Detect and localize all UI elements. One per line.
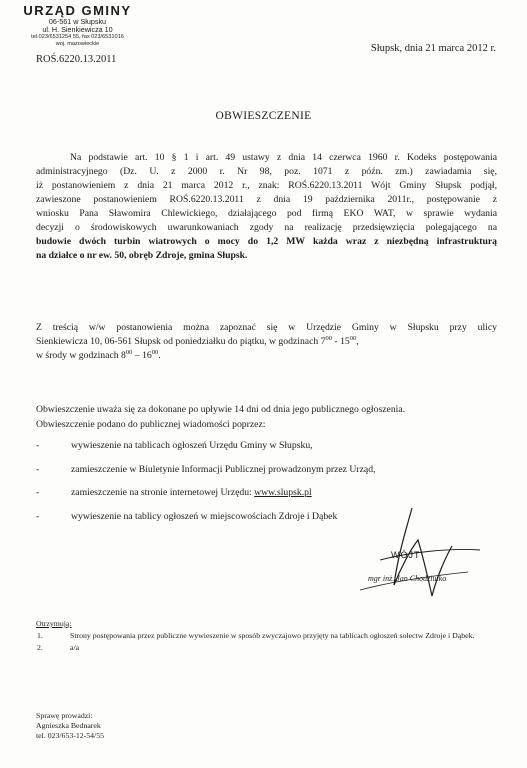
stamp-phone-line: tel.023/6531254 55, fax 023/6531016 (31, 34, 124, 41)
office-hours-wednesday: w środy w godzinach $8^{00} - 16^{00}$. (36, 349, 161, 361)
list-item: - zamieszczenie w Biuletynie Informacji Publicznej prowadzonym przez Urząd, (36, 463, 376, 475)
office-stamp (10, 4, 145, 47)
stamp-address-line: 06-561 w Słupsku (48, 17, 107, 26)
list-item: - wywieszenie na tablicach ogłoszeń Urzędu Gminy w Słupsku, (36, 440, 313, 451)
list-item: - zamieszczenie na stronie internetowej Urzędu: www.slupsk.pl (36, 487, 312, 498)
list-item: 2. a/a (37, 643, 80, 652)
prepared-by-section (36, 711, 104, 741)
paragraph-line: zawieszone postanowieniem ROŚ.6220.13.2011 z dnia 19 października 2011r., postępowanie z (36, 194, 497, 205)
paragraph-bold-line: budowie dwóch turbin wiatrowych o mocy do 1,2 MW każda wraz z niezbędną infrastrukturą (36, 236, 497, 247)
paragraph-bold-line: na działce o nr ew. 50, obręb Zdroje, gmina Słupsk. (36, 250, 248, 261)
paragraph-hours (36, 321, 497, 363)
paragraph-line: Na podstawie art. 10 § 1 i art. 49 ustawy z dnia 14 czerwca 1960 r. Kodeks postępowania (70, 152, 497, 163)
website-link[interactable]: www.slupsk.pl (254, 487, 312, 498)
paragraph-line: Obwieszczenie uważa się za dokonane po upływie 14 dni od dnia jego publicznego ogłoszenia. (36, 404, 406, 415)
list-item: - wywieszenie na tablicy ogłoszeń w miejscowościach Zdroje i Dąbek (36, 510, 338, 522)
recipients-section (36, 619, 500, 653)
reference-number: ROŚ.6220.13.2011 (36, 54, 117, 65)
paragraph-line: wniosku Pana Sławomira Chlewickiego, działającego pod firmą EKO WAT, w sprawie wydania (36, 208, 497, 219)
paragraph-line: Z treścią w/w postanowienia można zapoznać się w Urzędzie Gminy w Słupsku przy ulicy (36, 322, 497, 333)
paragraph-line: administracyjnego (Dz. U. z 2000 r. Nr 98, poz. 1071 z późn. zm.) zawiadamia się, (36, 166, 497, 177)
paragraph-line: decyzji o środowiskowych uwarunkowaniach zgody na realizację przedsięwzięcia polegającego na (36, 222, 497, 233)
signature-title: WÓJT (391, 550, 421, 560)
office-hours-weekdays: Sienkiewicza 10, 06-561 Słupsk od poniedziałku do piątku, w godzinach $7^{00} - 15^{00}$, (36, 335, 359, 347)
prepared-by-label: Sprawę prowadzi: (36, 711, 93, 720)
paragraph-main (36, 151, 497, 263)
place-date: Słupsk, dnia 21 marca 2012 r. (370, 43, 496, 54)
stamp-title: URZĄD GMINY (23, 3, 132, 18)
prepared-by-phone: tel. 023/653-12-54/55 (36, 731, 104, 740)
recipients-list (36, 631, 500, 653)
paragraph-line: iż postanowieniem z dnia 21 marca 2012 r., znak: ROŚ.6220.13.2011 Wójt Gminy Słupsk podjął, (36, 180, 497, 191)
list-item: 1. Strony postępowania przez publiczne wywieszenie w sposób zwyczajowo przyjęty na tablicach ogłoszeń sołectw Zdroje i Dąbek. (37, 630, 475, 640)
stamp-region-line: woj. mazowieckie (55, 40, 100, 47)
signature-name: mgr inż. Jan Chodziutko (368, 574, 447, 583)
recipients-label: Otrzymują: (36, 619, 72, 628)
document-heading: OBWIESZCZENIE (215, 110, 312, 122)
stamp-address-line: ul. H. Sienkiewicza 10 (42, 25, 113, 35)
paragraph-line: Obwieszczenie podano do publicznej wiadomości poprzez: (36, 419, 266, 430)
prepared-by-name: Agnieszka Bednarek (36, 721, 101, 730)
paragraph-notice-effect (36, 402, 497, 432)
